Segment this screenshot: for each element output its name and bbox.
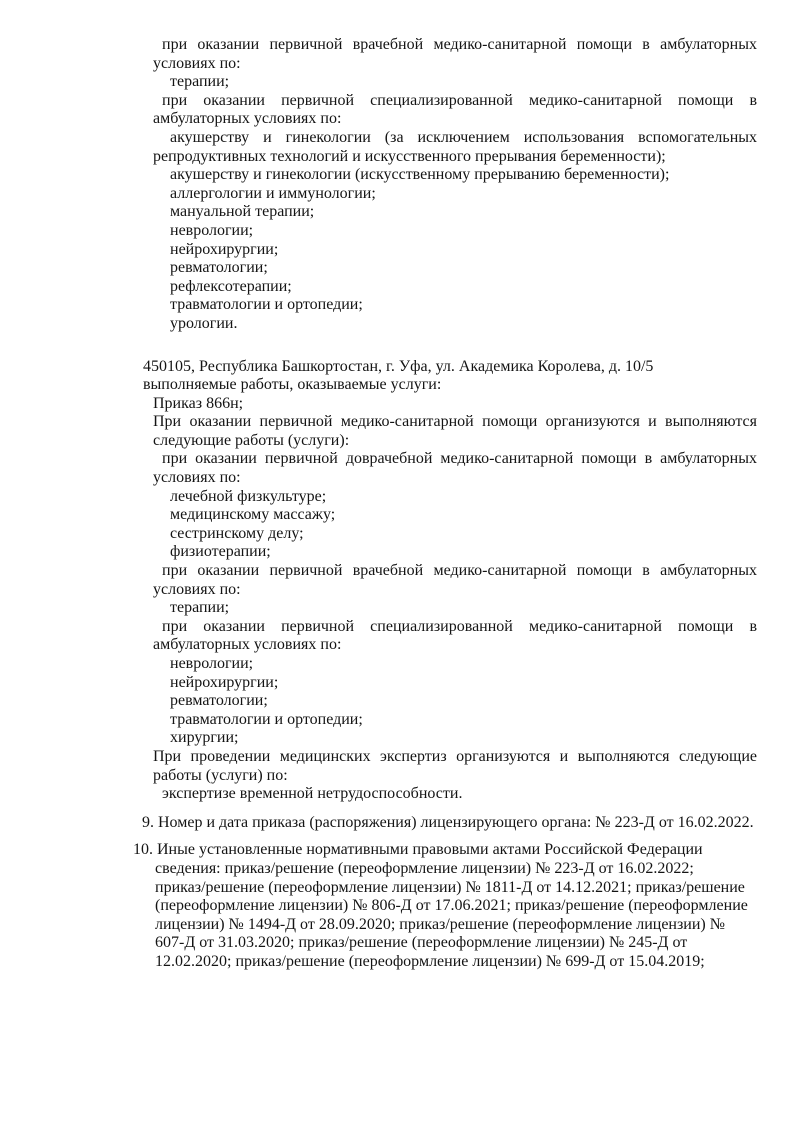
text-line: работы (услуги) по: [153,766,288,784]
text-line: лечебной физкультуре; [170,487,327,505]
text-line: аллергологии и иммунологии; [170,184,376,202]
paragraph-block-address-and-services [143,358,757,804]
text-line: 9. Номер и дата приказа (распоряжения) лицензирующего органа: № 223-Д от 16.02.2022. [142,813,754,831]
paragraph-block-item-9-order-number [143,814,757,833]
text-line: при оказании первичной специализированной медико-санитарной помощи в [162,617,757,635]
text-line: акушерству и гинекологии (искусственному прерыванию беременности); [170,166,670,184]
text-line: урологии. [170,314,238,332]
text-line: неврологии; [170,655,254,672]
text-line: 450105, Республика Башкортостан, г. Уфа, ул. Академика Королева, д. 10/5 [143,357,654,375]
text-line: при оказании первичной врачебной медико-санитарной помощи в амбулаторных [162,562,757,580]
text-line: условиях по: [153,580,241,598]
text-line: 607-Д от 31.03.2020; приказ/решение (переоформление лицензии) № 245-Д от [155,934,688,952]
text-line: следующие работы (услуги): [153,431,350,449]
paragraph-block-item-10-other-information [133,841,757,971]
text-line: при оказании первичной специализированной медико-санитарной помощи в [162,91,757,109]
text-line: условиях по: [153,54,241,72]
text-line: нейрохирургии; [170,240,279,258]
text-line: при оказании первичной доврачебной медико-санитарной помощи в амбулаторных [162,450,757,468]
text-line: экспертизе временной нетрудоспособности. [162,785,463,803]
text-line: 12.02.2020; приказ/решение (переоформление лицензии) № 699-Д от 15.04.2019; [155,952,705,970]
text-line: репродуктивных технологий и искусственного прерывания беременности); [153,147,666,165]
text-line: Приказ 866н; [153,394,244,412]
text-line: сестринскому делу; [170,524,304,542]
text-line: терапии; [170,73,230,91]
text-line: при оказании первичной врачебной медико-санитарной помощи в амбулаторных [162,36,757,53]
text-line: травматологии и ортопедии; [170,296,363,314]
text-line: приказ/решение (переоформление лицензии) № 1811-Д от 14.12.2021; приказ/решение [155,878,745,896]
text-line: сведения: приказ/решение (переоформление лицензии) № 223-Д от 16.02.2022; [155,859,694,877]
text-line: амбулаторных условиях по: [153,110,342,128]
text-line: амбулаторных условиях по: [153,636,342,654]
text-line: физиотерапии; [170,543,271,561]
text-line: медицинскому массажу; [170,506,336,524]
text-line: ревматологии; [170,259,268,277]
text-line: (переоформление лицензии) № 806-Д от 17.06.2021; приказ/решение (переоформление [155,897,748,915]
text-line: выполняемые работы, оказываемые услуги: [143,376,442,394]
text-line: акушерству и гинекологии (за исключением использования вспомогательных [170,128,757,146]
text-line: терапии; [170,599,230,617]
text-line: 10. Иные установленные нормативными правовыми актами Российской Федерации [133,841,703,859]
text-line: При проведении медицинских экспертиз организуются и выполняются следующие [153,747,757,765]
text-line: ревматологии; [170,692,268,710]
text-line: мануальной терапии; [170,203,315,221]
paragraph-block-services-continued [143,36,757,334]
text-line: неврологии; [170,221,254,239]
text-line: условиях по: [153,469,241,487]
text-line: При оказании первичной медико-санитарной помощи организуются и выполняются [153,413,757,431]
text-line: нейрохирургии; [170,673,279,691]
text-line: лицензии) № 1494-Д от 28.09.2020; приказ/решение (переоформление лицензии) № [155,915,726,933]
text-line: хирургии; [170,729,239,747]
text-line: рефлексотерапии; [170,277,292,295]
text-line: травматологии и ортопедии; [170,710,363,728]
